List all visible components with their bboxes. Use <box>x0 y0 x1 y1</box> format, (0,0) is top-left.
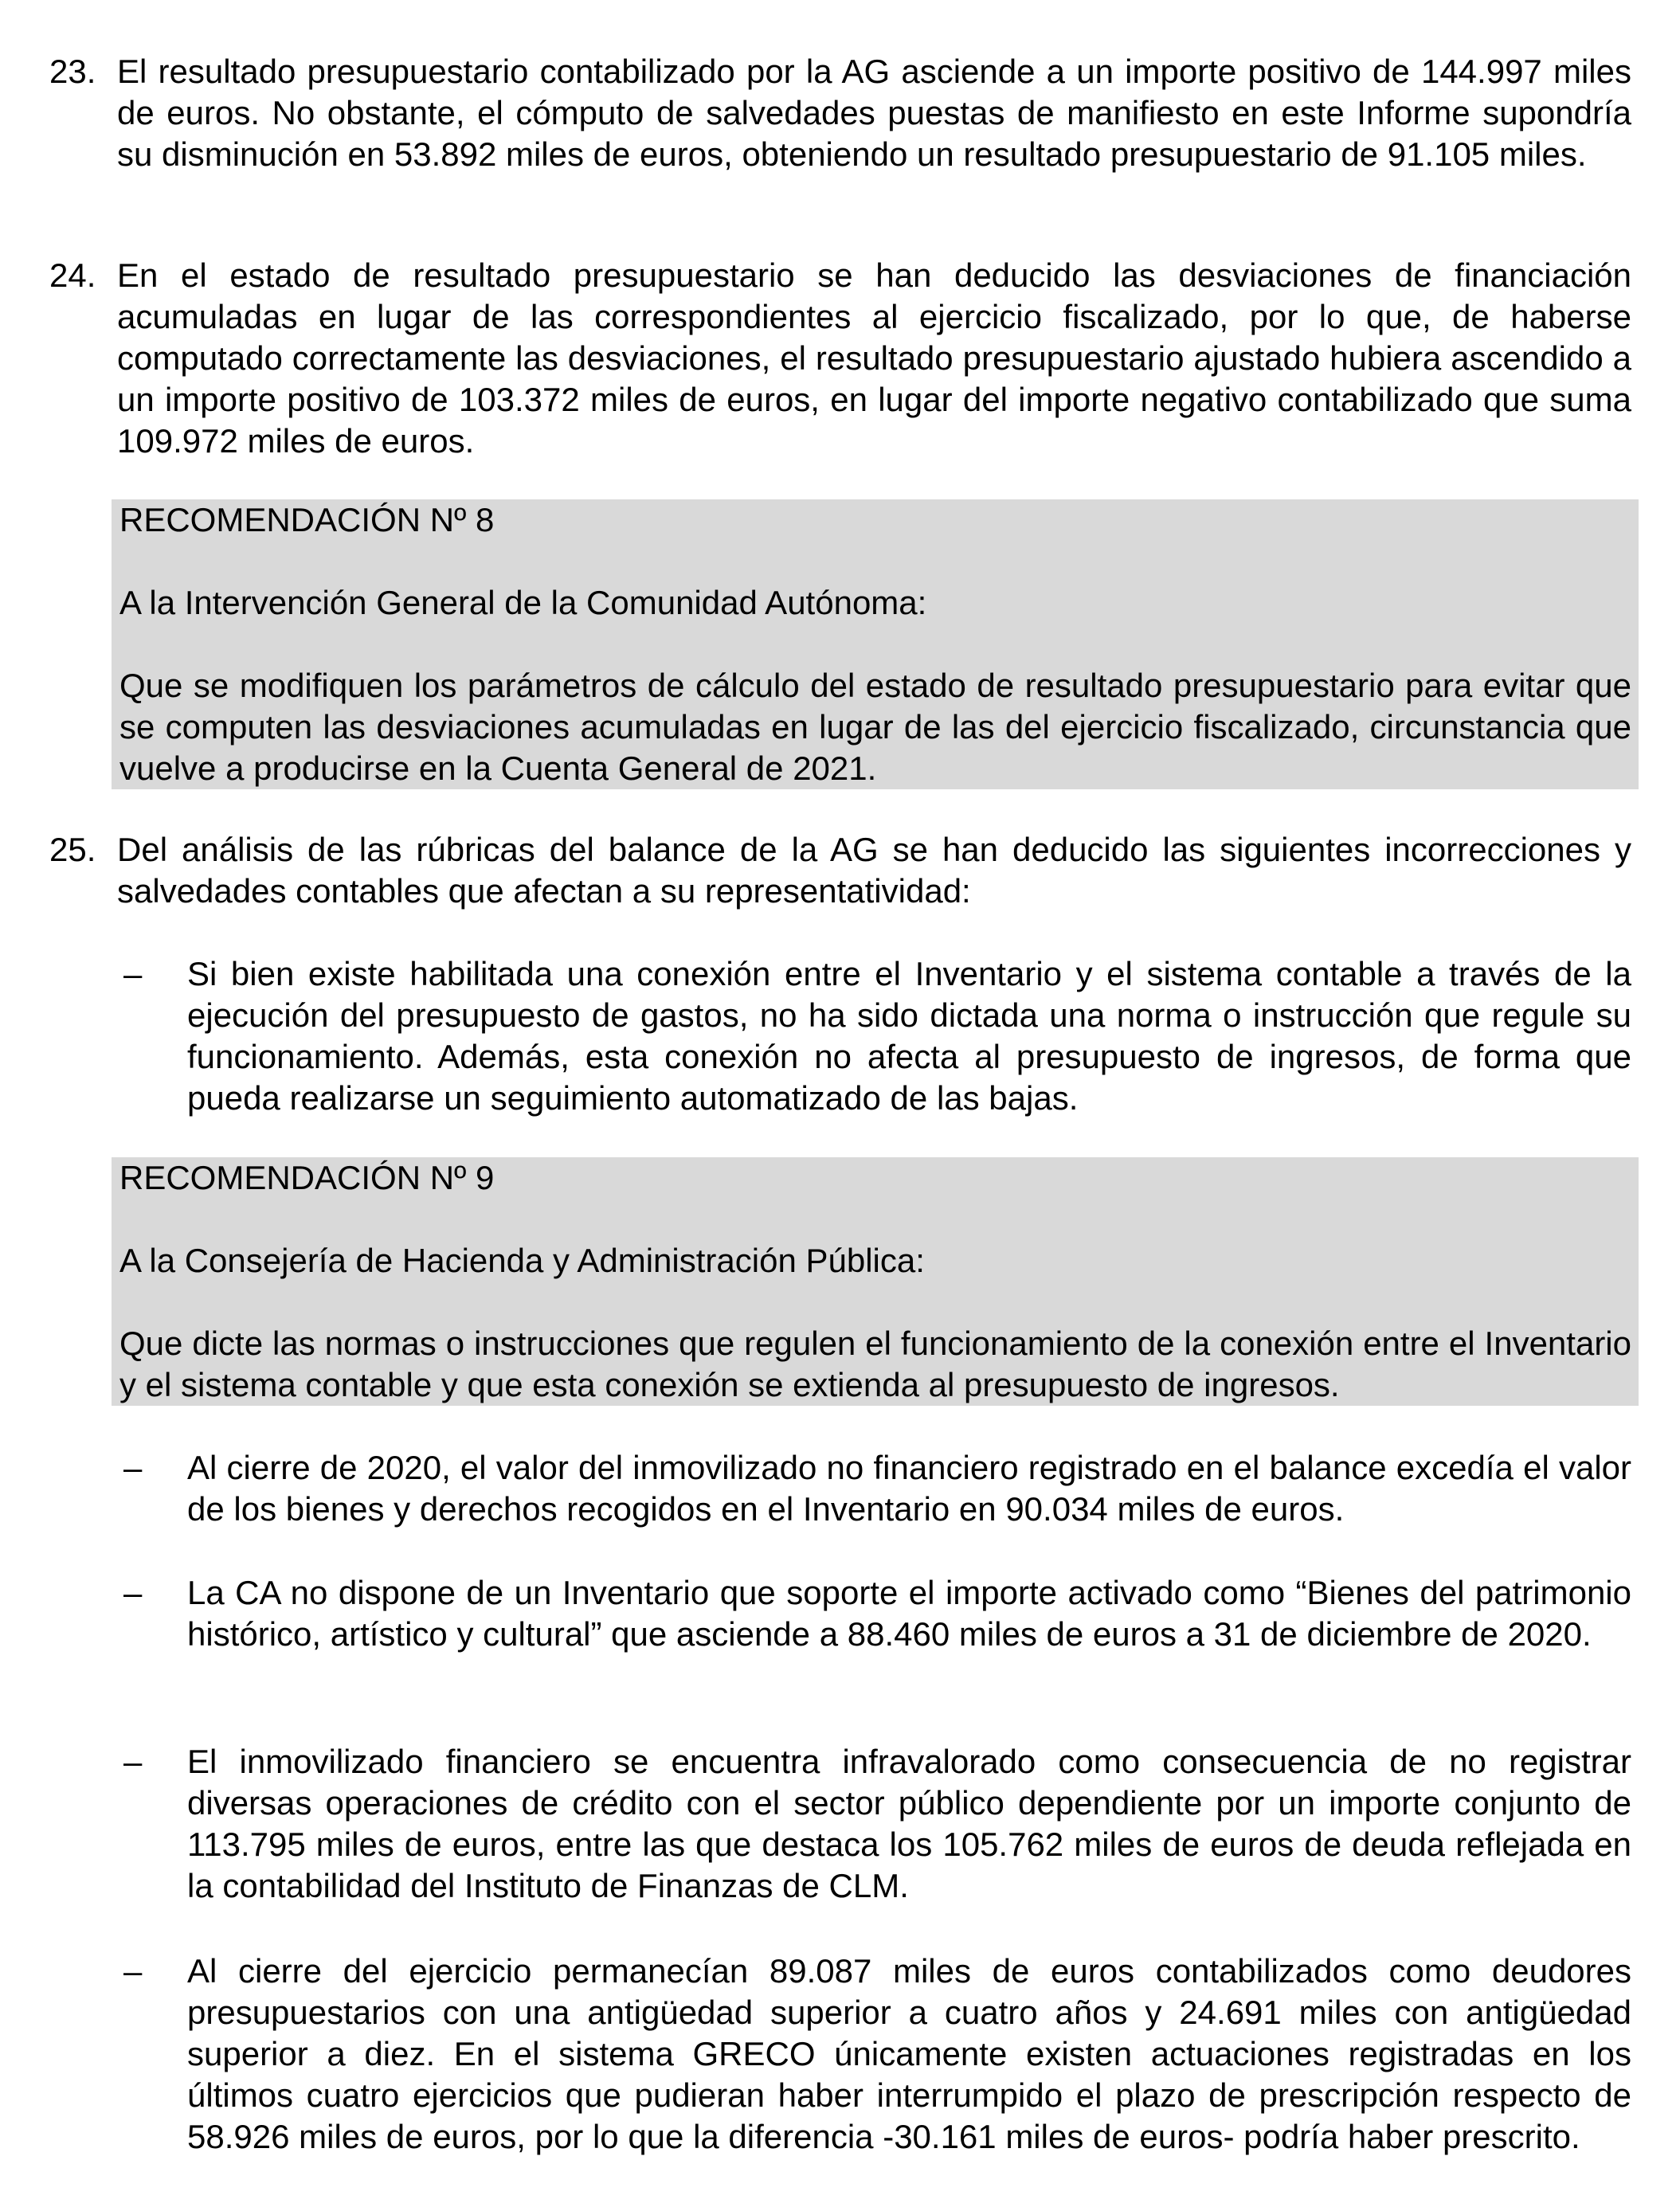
dash-bullet-4 <box>49 1741 1631 1907</box>
dash-bullet-1 <box>49 953 1631 1119</box>
recommendation-body: Que dicte las normas o instrucciones que regulen el funcionamiento de la conexión entre el Inventario y el sistema contable y que esta conexión se extienda al presupuesto de ingresos. <box>119 1325 1631 1403</box>
numbered-paragraph-23 <box>49 51 1631 175</box>
paragraph-number: 25. <box>49 831 96 868</box>
paragraph-number: 23. <box>49 53 96 90</box>
bullet-text: La CA no dispone de un Inventario que soporte el importe activado como “Bienes del patrimonio histórico, artístico y cultural” que asciende a 88.460 miles de euros a 31 de diciembre de 2020. <box>187 1574 1631 1653</box>
numbered-paragraph-25 <box>49 829 1631 912</box>
dash-marker: – <box>123 1952 143 1990</box>
recommendation-8-highlight-block <box>112 499 1639 789</box>
recommendation-addressee: A la Intervención General de la Comunidad Autónoma: <box>119 584 927 621</box>
recommendation-title: RECOMENDACIÓN Nº 9 <box>119 1159 495 1196</box>
dash-marker: – <box>123 955 143 992</box>
bullet-text: Si bien existe habilitada una conexión entre el Inventario y el sistema contable a través de la ejecución del presupuesto de gastos, no ha sido dictada una norma o instrucción que regule su funcionamiento. Además, esta conexión no afecta al presupuesto de ingresos, de forma que pueda realizarse un seguimiento automatizado de las bajas. <box>187 955 1631 1117</box>
recommendation-body: Que se modifiquen los parámetros de cálculo del estado de resultado presupuestario para evitar que se computen las desviaciones acumuladas en lugar de las del ejercicio fiscalizado, circunstancia que vuelve a producirse en la Cuenta General de 2021. <box>119 667 1631 787</box>
paragraph-text: Del análisis de las rúbricas del balance de la AG se han deducido las siguientes incorrecciones y salvedades contables que afectan a su representatividad: <box>117 831 1631 910</box>
paragraph-number: 24. <box>49 256 96 294</box>
recommendation-title: RECOMENDACIÓN Nº 8 <box>119 501 495 538</box>
dash-marker: – <box>123 1743 143 1780</box>
dash-bullet-3 <box>49 1572 1631 1655</box>
numbered-paragraph-24 <box>49 255 1631 462</box>
dash-bullet-2 <box>49 1447 1631 1530</box>
paragraph-text: El resultado presupuestario contabilizado por la AG asciende a un importe positivo de 144.997 miles de euros. No obstante, el cómputo de salvedades puestas de manifiesto en este Informe supondría su disminución en 53.892 miles de euros, obteniendo un resultado presupuestario de 91.105 miles. <box>117 53 1631 173</box>
recommendation-addressee: A la Consejería de Hacienda y Administración Pública: <box>119 1242 925 1279</box>
paragraph-text: En el estado de resultado presupuestario se han deducido las desviaciones de financiación acumuladas en lugar de las correspondientes al ejercicio fiscalizado, por lo que, de haberse computado correctamente las desviaciones, el resultado presupuestario ajustado hubiera ascendido a un importe positivo de 103.372 miles de euros, en lugar del importe negativo contabilizado que suma 109.972 miles de euros. <box>117 256 1631 460</box>
bullet-text: Al cierre del ejercicio permanecían 89.087 miles de euros contabilizados como deudores presupuestarios con una antigüedad superior a cuatro años y 24.691 miles con antigüedad superior a diez. En el sistema GRECO únicamente existen actuaciones registradas en los últimos cuatro ejercicios que pudieran haber interrumpido el plazo de prescripción respecto de 58.926 miles de euros, por lo que la diferencia -30.161 miles de euros- podría haber prescrito. <box>187 1952 1631 2155</box>
bullet-text: El inmovilizado financiero se encuentra infravalorado como consecuencia de no registrar diversas operaciones de crédito con el sector público dependiente por un importe conjunto de 113.795 miles de euros, entre las que destaca los 105.762 miles de euros de deuda reflejada en la contabilidad del Instituto de Finanzas de CLM. <box>187 1743 1631 1904</box>
recommendation-9-highlight-block <box>112 1157 1639 1406</box>
dash-bullet-5 <box>49 1951 1631 2158</box>
dash-marker: – <box>123 1574 143 1611</box>
dash-marker: – <box>123 1449 143 1486</box>
bullet-text: Al cierre de 2020, el valor del inmovilizado no financiero registrado en el balance excedía el valor de los bienes y derechos recogidos en el Inventario en 90.034 miles de euros. <box>187 1449 1631 1528</box>
